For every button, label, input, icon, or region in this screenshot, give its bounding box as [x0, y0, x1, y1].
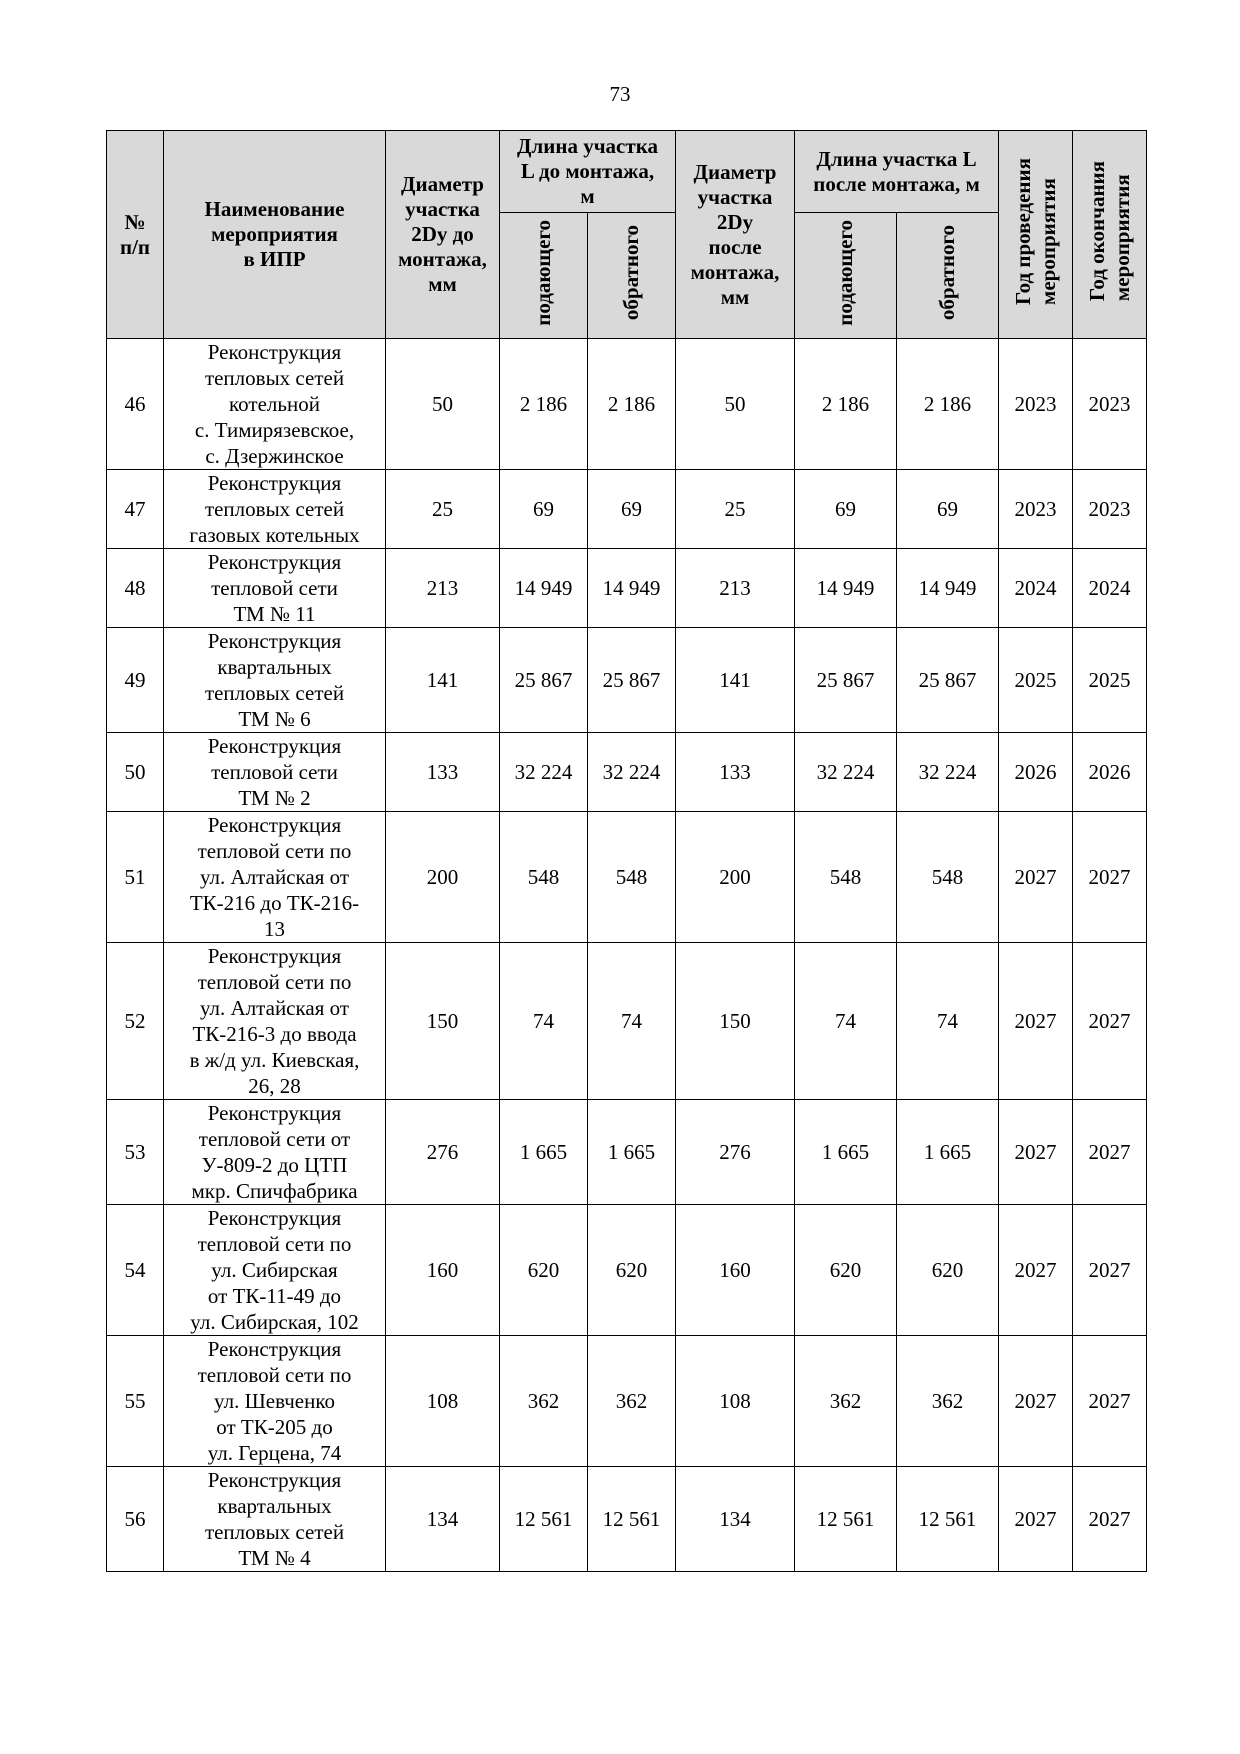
cell-length-before-supply: 69: [500, 470, 588, 549]
header-diameter-after: Диаметр участка 2Dy после монтажа, мм: [676, 131, 795, 339]
header-length-before-return-label: обратного: [619, 224, 643, 321]
table-row: [107, 628, 1147, 733]
table-row: [107, 1336, 1147, 1467]
cell-diameter-before: 133: [386, 733, 500, 812]
cell-length-before-supply: 362: [500, 1336, 588, 1467]
cell-activity-name: Реконструкция квартальных тепловых сетей ТМ № 6: [164, 628, 386, 733]
cell-length-before-supply: 548: [500, 812, 588, 943]
cell-length-after-return: 1 665: [897, 1100, 999, 1205]
cell-length-before-supply: 25 867: [500, 628, 588, 733]
cell-diameter-before: 50: [386, 339, 500, 470]
cell-row-number: 48: [107, 549, 164, 628]
cell-year-end: 2024: [1073, 549, 1147, 628]
cell-row-number: 54: [107, 1205, 164, 1336]
cell-diameter-before: 276: [386, 1100, 500, 1205]
cell-row-number: 46: [107, 339, 164, 470]
cell-diameter-before: 150: [386, 943, 500, 1100]
cell-row-number: 55: [107, 1336, 164, 1467]
cell-year-start: 2027: [999, 1336, 1073, 1467]
cell-diameter-after: 141: [676, 628, 795, 733]
table-row: [107, 1100, 1147, 1205]
cell-length-before-supply: 74: [500, 943, 588, 1100]
header-year-end: [1073, 131, 1147, 339]
cell-row-number: 49: [107, 628, 164, 733]
header-length-after-supply-label: подающего: [833, 219, 858, 326]
cell-row-number: 52: [107, 943, 164, 1100]
cell-row-number: 56: [107, 1467, 164, 1572]
cell-diameter-after: 213: [676, 549, 795, 628]
cell-activity-name: Реконструкция квартальных тепловых сетей ТМ № 4: [164, 1467, 386, 1572]
cell-diameter-after: 276: [676, 1100, 795, 1205]
cell-length-before-return: 32 224: [588, 733, 676, 812]
cell-length-before-return: 69: [588, 470, 676, 549]
cell-year-end: 2027: [1073, 812, 1147, 943]
header-length-after-return: [897, 213, 999, 339]
cell-year-start: 2024: [999, 549, 1073, 628]
cell-year-start: 2026: [999, 733, 1073, 812]
cell-activity-name: Реконструкция тепловой сети по ул. Алтайская от ТК-216 до ТК-216- 13: [164, 812, 386, 943]
header-year-end-label: Год окончания мероприятия: [1084, 161, 1134, 302]
cell-length-before-return: 1 665: [588, 1100, 676, 1205]
cell-activity-name: Реконструкция тепловых сетей котельной с. Тимирязевское, с. Дзержинское: [164, 339, 386, 470]
cell-length-after-supply: 69: [795, 470, 897, 549]
cell-diameter-after: 108: [676, 1336, 795, 1467]
cell-length-after-return: 620: [897, 1205, 999, 1336]
cell-year-end: 2027: [1073, 1467, 1147, 1572]
header-length-after-supply: [795, 213, 897, 339]
header-length-before: Длина участка L до монтажа, м: [500, 131, 676, 213]
cell-diameter-after: 134: [676, 1467, 795, 1572]
table-row: [107, 339, 1147, 470]
cell-year-end: 2025: [1073, 628, 1147, 733]
cell-length-after-supply: 2 186: [795, 339, 897, 470]
cell-length-after-return: 362: [897, 1336, 999, 1467]
cell-length-after-supply: 362: [795, 1336, 897, 1467]
cell-length-after-supply: 1 665: [795, 1100, 897, 1205]
header-length-before-supply-label: подающего: [531, 219, 555, 326]
cell-diameter-after: 50: [676, 339, 795, 470]
header-length-before-return: [588, 213, 676, 339]
cell-length-after-supply: 620: [795, 1205, 897, 1336]
cell-length-before-supply: 14 949: [500, 549, 588, 628]
cell-diameter-before: 213: [386, 549, 500, 628]
table-row: [107, 1467, 1147, 1572]
cell-diameter-before: 108: [386, 1336, 500, 1467]
cell-year-start: 2025: [999, 628, 1073, 733]
table-row: [107, 733, 1147, 812]
cell-length-before-return: 25 867: [588, 628, 676, 733]
header-year-start: [999, 131, 1073, 339]
cell-diameter-after: 133: [676, 733, 795, 812]
cell-diameter-before: 160: [386, 1205, 500, 1336]
cell-row-number: 53: [107, 1100, 164, 1205]
cell-length-before-return: 620: [588, 1205, 676, 1336]
cell-row-number: 47: [107, 470, 164, 549]
cell-length-after-return: 25 867: [897, 628, 999, 733]
cell-length-after-supply: 548: [795, 812, 897, 943]
cell-length-after-supply: 74: [795, 943, 897, 1100]
table-row: [107, 1205, 1147, 1336]
cell-year-end: 2023: [1073, 470, 1147, 549]
cell-length-before-return: 2 186: [588, 339, 676, 470]
cell-length-after-supply: 14 949: [795, 549, 897, 628]
header-length-before-supply: [500, 213, 588, 339]
cell-year-start: 2027: [999, 1205, 1073, 1336]
cell-year-start: 2023: [999, 470, 1073, 549]
cell-length-before-return: 12 561: [588, 1467, 676, 1572]
cell-length-after-return: 69: [897, 470, 999, 549]
cell-activity-name: Реконструкция тепловой сети ТМ № 2: [164, 733, 386, 812]
header-length-after-return-label: обратного: [935, 224, 960, 321]
cell-diameter-after: 25: [676, 470, 795, 549]
cell-diameter-after: 160: [676, 1205, 795, 1336]
table-header: [107, 131, 1147, 339]
table-row: [107, 470, 1147, 549]
cell-row-number: 51: [107, 812, 164, 943]
cell-year-end: 2027: [1073, 1205, 1147, 1336]
cell-length-after-supply: 12 561: [795, 1467, 897, 1572]
cell-year-start: 2023: [999, 339, 1073, 470]
cell-length-before-return: 74: [588, 943, 676, 1100]
investment-program-table: [106, 130, 1147, 1572]
cell-length-after-return: 548: [897, 812, 999, 943]
cell-year-start: 2027: [999, 943, 1073, 1100]
cell-diameter-before: 134: [386, 1467, 500, 1572]
cell-year-start: 2027: [999, 812, 1073, 943]
cell-year-end: 2027: [1073, 943, 1147, 1100]
cell-length-before-supply: 1 665: [500, 1100, 588, 1205]
cell-length-after-return: 14 949: [897, 549, 999, 628]
header-year-start-label: Год проведения мероприятия: [1010, 158, 1060, 305]
cell-length-after-return: 32 224: [897, 733, 999, 812]
header-diameter-before: Диаметр участка 2Dy до монтажа, мм: [386, 131, 500, 339]
table-row: [107, 549, 1147, 628]
cell-length-before-supply: 32 224: [500, 733, 588, 812]
cell-diameter-after: 150: [676, 943, 795, 1100]
cell-length-before-supply: 2 186: [500, 339, 588, 470]
cell-length-after-return: 74: [897, 943, 999, 1100]
cell-year-end: 2026: [1073, 733, 1147, 812]
cell-year-end: 2023: [1073, 339, 1147, 470]
cell-diameter-before: 141: [386, 628, 500, 733]
cell-length-after-return: 12 561: [897, 1467, 999, 1572]
cell-year-end: 2027: [1073, 1336, 1147, 1467]
cell-activity-name: Реконструкция тепловой сети от У-809-2 до ЦТП мкр. Спичфабрика: [164, 1100, 386, 1205]
cell-row-number: 50: [107, 733, 164, 812]
cell-year-end: 2027: [1073, 1100, 1147, 1205]
cell-length-before-supply: 620: [500, 1205, 588, 1336]
cell-length-before-return: 362: [588, 1336, 676, 1467]
header-length-after: Длина участка L после монтажа, м: [795, 131, 999, 213]
cell-activity-name: Реконструкция тепловых сетей газовых котельных: [164, 470, 386, 549]
cell-activity-name: Реконструкция тепловой сети по ул. Шевченко от ТК-205 до ул. Герцена, 74: [164, 1336, 386, 1467]
table-row: [107, 943, 1147, 1100]
cell-activity-name: Реконструкция тепловой сети по ул. Сибирская от ТК-11-49 до ул. Сибирская, 102: [164, 1205, 386, 1336]
cell-year-start: 2027: [999, 1467, 1073, 1572]
cell-diameter-after: 200: [676, 812, 795, 943]
cell-diameter-before: 200: [386, 812, 500, 943]
cell-year-start: 2027: [999, 1100, 1073, 1205]
cell-activity-name: Реконструкция тепловой сети по ул. Алтайская от ТК-216-3 до ввода в ж/д ул. Киевская, 26, 28: [164, 943, 386, 1100]
cell-length-before-supply: 12 561: [500, 1467, 588, 1572]
cell-length-after-supply: 25 867: [795, 628, 897, 733]
cell-length-before-return: 548: [588, 812, 676, 943]
header-row-number: № п/п: [107, 131, 164, 339]
table-row: [107, 812, 1147, 943]
cell-activity-name: Реконструкция тепловой сети ТМ № 11: [164, 549, 386, 628]
cell-length-after-return: 2 186: [897, 339, 999, 470]
header-activity-name: Наименование мероприятия в ИПР: [164, 131, 386, 339]
cell-length-before-return: 14 949: [588, 549, 676, 628]
cell-diameter-before: 25: [386, 470, 500, 549]
page-number: 73: [609, 82, 631, 106]
table-body: [107, 339, 1147, 1572]
cell-length-after-supply: 32 224: [795, 733, 897, 812]
